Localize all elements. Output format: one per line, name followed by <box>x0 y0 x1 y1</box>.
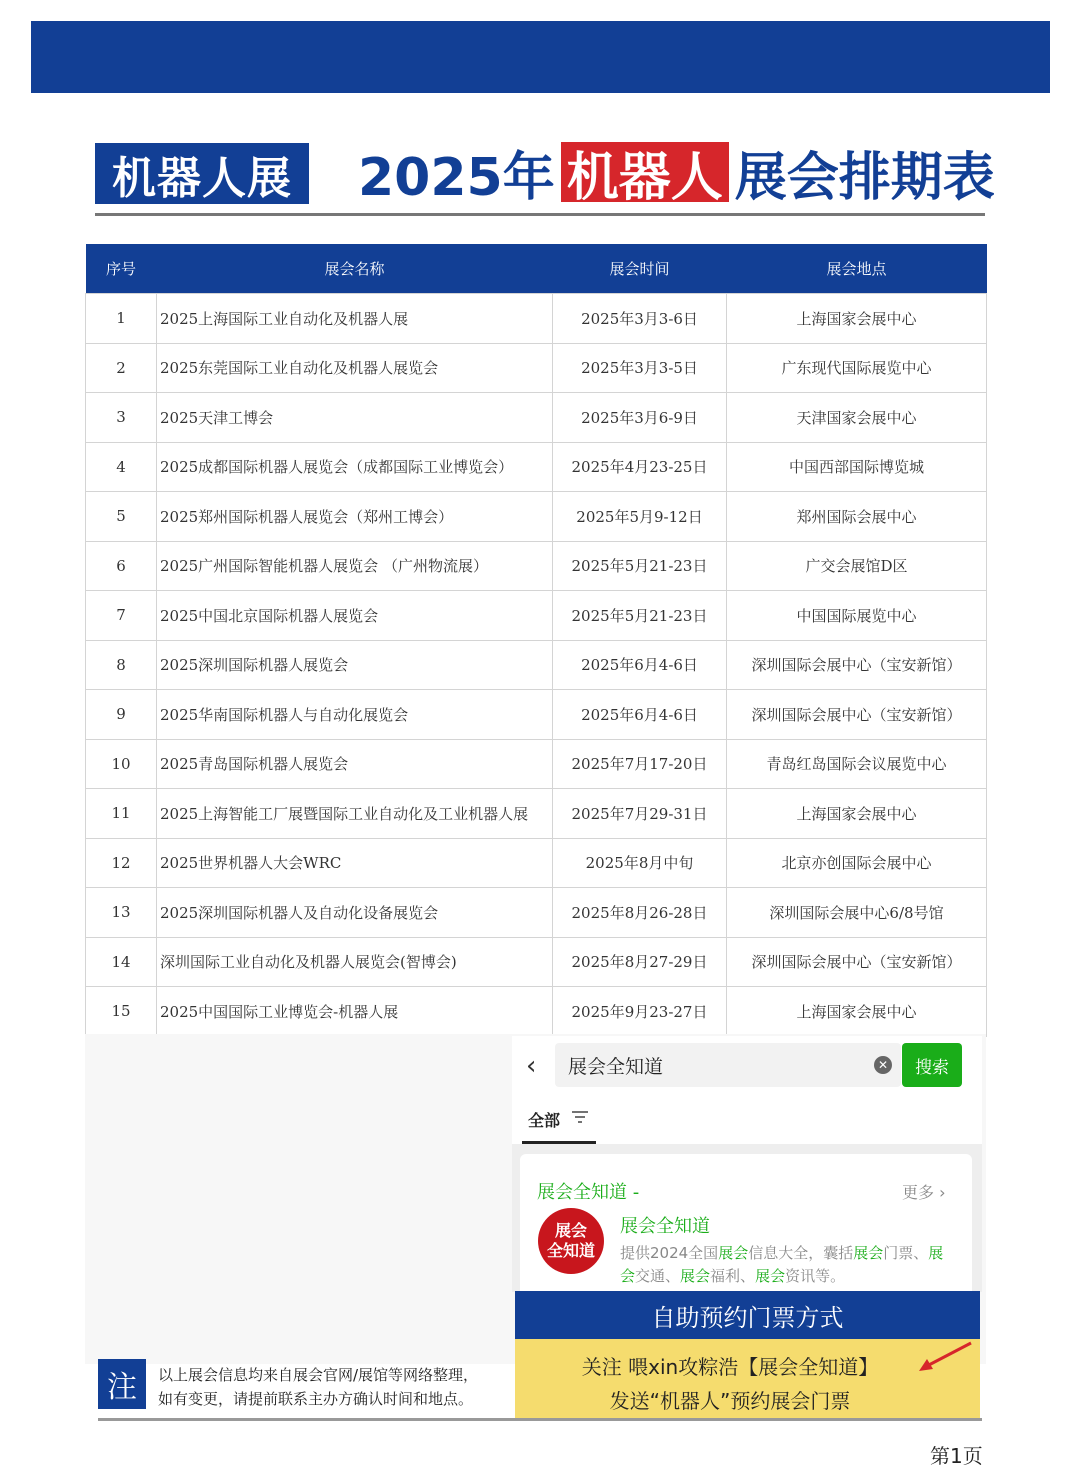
ticket-instructions <box>515 1339 980 1421</box>
table-row <box>86 591 987 641</box>
cell-venue: 上海国家会展中心 <box>727 987 987 1037</box>
cell-index: 9 <box>86 690 157 740</box>
col-header-name: 展会名称 <box>157 244 553 294</box>
search-query: 展会全知道 <box>568 1056 664 1078</box>
tab-all[interactable]: 全部 <box>528 1111 561 1130</box>
col-header-venue: 展会地点 <box>727 244 987 294</box>
table-row <box>86 987 987 1037</box>
col-header-index: 序号 <box>86 244 157 294</box>
clear-circle-icon[interactable]: ✕ <box>874 1056 892 1074</box>
desc-part: 福利、 <box>710 1267 756 1285</box>
desc-part: 交通、 <box>635 1267 681 1285</box>
category-badge: 机器人展 <box>95 143 309 204</box>
cell-venue: 深圳国际会展中心（宝安新馆） <box>727 690 987 740</box>
cell-index: 7 <box>86 591 157 641</box>
page-number: 第1页 <box>930 1444 983 1468</box>
cell-name: 2025中国国际工业博览会-机器人展 <box>157 987 553 1037</box>
desc-part: 资讯等。 <box>785 1267 846 1285</box>
cell-venue: 上海国家会展中心 <box>727 294 987 344</box>
page-title <box>358 140 995 208</box>
ticket-line-follow: 关注 喂xin攻粽浩【展会全知道】 <box>581 1355 879 1379</box>
cell-date: 2025年3月3-6日 <box>553 294 727 344</box>
desc-part: 提供2024全国 <box>620 1244 719 1262</box>
cell-name: 2025深圳国际机器人及自动化设备展览会 <box>157 888 553 938</box>
logo-line1: 展会 <box>554 1221 587 1240</box>
cell-date: 2025年8月中旬 <box>553 838 727 888</box>
cell-venue: 深圳国际会展中心6/8号馆 <box>727 888 987 938</box>
cell-index: 12 <box>86 838 157 888</box>
account-card[interactable] <box>520 1154 972 1304</box>
table-body <box>86 294 987 1037</box>
card-title: 展会全知道 - <box>537 1182 640 1203</box>
note-mark: 注 <box>98 1359 146 1409</box>
table-row <box>86 690 987 740</box>
table-row <box>86 739 987 789</box>
desc-keyword: 展会 <box>718 1244 749 1262</box>
cell-index: 14 <box>86 937 157 987</box>
cell-date: 2025年5月21-23日 <box>553 541 727 591</box>
cell-venue: 北京亦创国际会展中心 <box>727 838 987 888</box>
cell-name: 2025郑州国际机器人展览会（郑州工博会） <box>157 492 553 542</box>
cell-date: 2025年7月29-31日 <box>553 789 727 839</box>
schedule-table <box>85 244 987 1037</box>
cell-date: 2025年6月4-6日 <box>553 690 727 740</box>
desc-keyword: 展会 <box>755 1267 786 1285</box>
title-suffix: 展会排期表 <box>734 147 995 208</box>
title-highlight: 机器人 <box>561 142 729 202</box>
chevron-left-icon[interactable]: ‹ <box>526 1051 537 1081</box>
cell-index: 10 <box>86 739 157 789</box>
note-text <box>158 1363 508 1411</box>
table-row <box>86 343 987 393</box>
cell-date: 2025年6月4-6日 <box>553 640 727 690</box>
cell-index: 11 <box>86 789 157 839</box>
cell-name: 深圳国际工业自动化及机器人展览会(智博会) <box>157 937 553 987</box>
cell-index: 13 <box>86 888 157 938</box>
cell-name: 2025东莞国际工业自动化及机器人展览会 <box>157 343 553 393</box>
table-row <box>86 541 987 591</box>
cell-date: 2025年7月17-20日 <box>553 739 727 789</box>
cell-venue: 青岛红岛国际会议展览中心 <box>727 739 987 789</box>
table-row <box>86 393 987 443</box>
cell-name: 2025青岛国际机器人展览会 <box>157 739 553 789</box>
cell-venue: 中国西部国际博览城 <box>727 442 987 492</box>
table-row <box>86 937 987 987</box>
cell-name: 2025华南国际机器人与自动化展览会 <box>157 690 553 740</box>
wechat-search-screenshot <box>512 1036 982 1292</box>
cell-venue: 上海国家会展中心 <box>727 789 987 839</box>
ticket-line-send: 发送“机器人”预约展会门票 <box>609 1389 851 1413</box>
note-line1: 以上展会信息均来自展会官网/展馆等网络整理， <box>158 1366 479 1384</box>
desc-keyword: 展会 <box>680 1267 711 1285</box>
cell-venue: 天津国家会展中心 <box>727 393 987 443</box>
table-row <box>86 888 987 938</box>
account-description <box>620 1242 950 1288</box>
cell-index: 1 <box>86 294 157 344</box>
cell-date: 2025年4月23-25日 <box>553 442 727 492</box>
ticket-heading: 自助预约门票方式 <box>515 1291 980 1339</box>
cell-name: 2025成都国际机器人展览会（成都国际工业博览会） <box>157 442 553 492</box>
cell-name: 2025世界机器人大会WRC <box>157 838 553 888</box>
cell-date: 2025年3月6-9日 <box>553 393 727 443</box>
result-panel <box>512 1144 982 1292</box>
cell-name: 2025深圳国际机器人展览会 <box>157 640 553 690</box>
table-row <box>86 294 987 344</box>
cell-index: 5 <box>86 492 157 542</box>
cell-name: 2025广州国际智能机器人展览会 （广州物流展） <box>157 541 553 591</box>
cell-index: 6 <box>86 541 157 591</box>
desc-keyword: 展会 <box>620 1244 944 1285</box>
more-link[interactable]: 更多 › <box>902 1183 946 1202</box>
bottom-divider <box>98 1418 982 1421</box>
table-row <box>86 640 987 690</box>
account-logo <box>538 1208 604 1274</box>
filter-icon[interactable] <box>572 1110 588 1124</box>
cell-name: 2025中国北京国际机器人展览会 <box>157 591 553 641</box>
arrow-icon <box>915 1339 975 1375</box>
table-header-row <box>86 244 987 294</box>
account-name[interactable]: 展会全知道 <box>620 1216 710 1237</box>
table-row <box>86 789 987 839</box>
cell-venue: 郑州国际会展中心 <box>727 492 987 542</box>
logo-line2: 全知道 <box>546 1241 595 1260</box>
cell-index: 4 <box>86 442 157 492</box>
cell-date: 2025年8月26-28日 <box>553 888 727 938</box>
cell-venue: 深圳国际会展中心（宝安新馆） <box>727 937 987 987</box>
cell-venue: 中国国际展览中心 <box>727 591 987 641</box>
top-banner <box>31 21 1050 93</box>
search-button[interactable]: 搜索 <box>902 1043 962 1087</box>
cell-venue: 广交会展馆D区 <box>727 541 987 591</box>
cell-name: 2025天津工博会 <box>157 393 553 443</box>
cell-name: 2025上海智能工厂展暨国际工业自动化及工业机器人展 <box>157 789 553 839</box>
cell-venue: 深圳国际会展中心（宝安新馆） <box>727 640 987 690</box>
cell-index: 2 <box>86 343 157 393</box>
cell-date: 2025年3月3-5日 <box>553 343 727 393</box>
desc-part: 门票、 <box>883 1244 929 1262</box>
desc-part: 信息大全，囊括 <box>748 1244 854 1262</box>
cell-index: 8 <box>86 640 157 690</box>
title-prefix: 2025年 <box>358 147 555 208</box>
table-row <box>86 492 987 542</box>
note-line2: 如有变更，请提前联系主办方确认时间和地点。 <box>158 1390 474 1408</box>
cell-date: 2025年5月9-12日 <box>553 492 727 542</box>
cell-venue: 广东现代国际展览中心 <box>727 343 987 393</box>
cell-index: 15 <box>86 987 157 1037</box>
cell-name: 2025上海国际工业自动化及机器人展 <box>157 294 553 344</box>
cell-date: 2025年9月23-27日 <box>553 987 727 1037</box>
table-row <box>86 442 987 492</box>
table-row <box>86 838 987 888</box>
cell-date: 2025年8月27-29日 <box>553 937 727 987</box>
cell-index: 3 <box>86 393 157 443</box>
cell-date: 2025年5月21-23日 <box>553 591 727 641</box>
title-divider <box>95 213 985 216</box>
col-header-date: 展会时间 <box>553 244 727 294</box>
desc-keyword: 展会 <box>853 1244 884 1262</box>
